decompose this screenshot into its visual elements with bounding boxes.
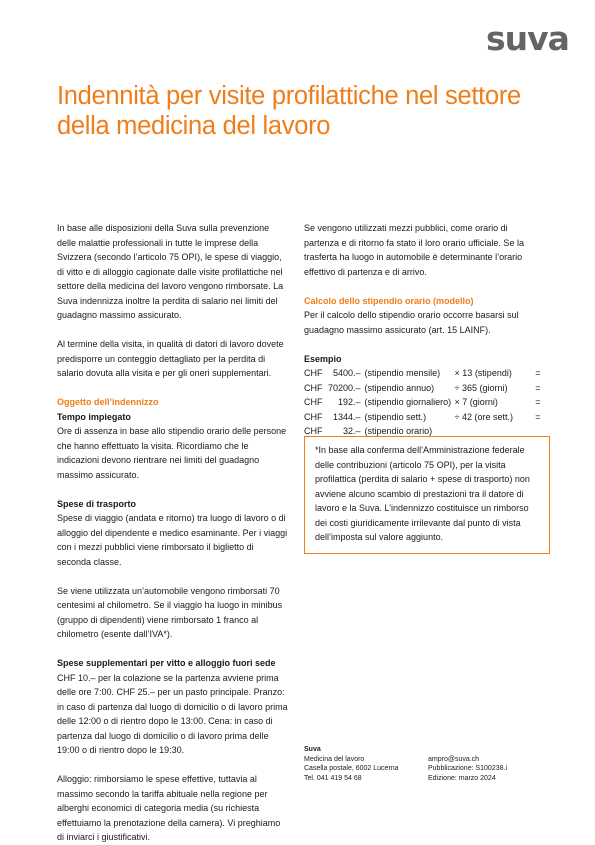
intro-paragraph: In base alle disposizioni della Suva sulla prevenzione delle malattie professionali in tutte le imprese della Svizzera (secondo l’articolo 75 OPI), le spese di viaggio, di vitto e di alloggio cagionate dalle visite profilattiche nel settore della medicina del lavoro vengono rimborsate. La Suva indennizza inoltre la perdita di salario nei limiti del guadagno massimo assicurato.	[57, 223, 284, 320]
example-table	[304, 366, 541, 439]
footer-publication	[428, 745, 548, 783]
table-row	[304, 395, 541, 410]
currency-cell: CHF	[304, 368, 323, 378]
label-cell: (stipendio giornaliero)	[364, 397, 452, 407]
equals-cell: =	[535, 368, 541, 378]
operation-cell: × 13 (stipendi)	[454, 368, 512, 378]
equals-cell: =	[535, 382, 541, 393]
lodging-text: Alloggio: rimborsiamo le spese effettive, tuttavia al massimo secondo la tariffa abituale nella regione per alberghi economici di categoria media (su richiesta effettuiamo la prenotazione della camera). Vi preghiamo di inviarci i giustificativi.	[57, 774, 281, 842]
currency-cell: CHF	[304, 411, 323, 422]
table-row	[304, 381, 541, 396]
vat-note-box	[304, 436, 550, 554]
table-row	[304, 366, 541, 381]
footer-publication-code: Pubblicazione: S100238.i	[428, 765, 508, 772]
time-text: Ore di assenza in base allo stipendio orario delle persone che hanno effettuato la visita. Ricordiamo che le indicazioni devono rientrare nei limiti del guadagno massimo assicurato.	[57, 426, 287, 480]
intro-paragraph-2: Al termine della visita, in qualità di datori di lavoro dovete predisporre un conteggio dettagliato per la perdita di salario dovuta alla visita e per gli oneri supplementari.	[57, 339, 284, 378]
vat-note-text: *In base alla conferma dell’Amministrazione federale delle contribuzioni (articolo 75 OPI), per la visita profilattica (perdita di salario + spese di trasporto) non avviene alcuno scambio di prestazioni tra il datore di lavoro e la Suva. L’indennizzo costituisce un rimborso dei costi giuridicamente irrilevante dal punto di vista dell’imposta sul valore aggiunto.	[315, 445, 530, 542]
amount-cell: 192.–	[338, 397, 361, 407]
time-heading: Tempo impiegato	[57, 411, 131, 422]
operation-cell: ÷ 365 (giorni)	[454, 382, 508, 393]
footer-contact	[304, 745, 424, 783]
transport-text: Spese di viaggio (andata e ritorno) tra luogo di lavoro o di alloggio del dipendente e medico esaminante. Per i viaggi con i mezzi pubblici viene rimborsato il biglietto di seconda classe.	[57, 513, 288, 567]
extra-text: CHF 10.– per la colazione se la partenza avviene prima delle ore 7:00. CHF 25.– per un pasto principale. Pranzo: in caso di partenza dal luogo di domicilio o di lavoro prima delle 12:00 o di rientro dopo le 13:00. Cena: in caso di partenza dal luogo di domicilio o di lavoro prima delle 19:00 o di rientro dopo le 19:30.	[57, 672, 288, 755]
equals-cell: =	[535, 397, 541, 407]
label-cell: (stipendio orario)	[364, 426, 433, 436]
footer-email[interactable]: ampro@suva.ch	[428, 755, 480, 763]
amount-cell: 32.–	[343, 426, 361, 436]
currency-cell: CHF	[304, 382, 323, 393]
transport-heading: Spese di trasporto	[57, 498, 137, 509]
label-cell: (stipendio sett.)	[364, 411, 427, 422]
currency-cell: CHF	[304, 397, 323, 407]
label-cell: (stipendio mensile)	[364, 368, 441, 378]
calc-heading: Calcolo dello stipendio orario (modello)	[304, 295, 474, 306]
calc-text: Per il calcolo dello stipendio orario occorre basarsi sul guadagno massimo assicurato (art. 15 LAINF).	[304, 310, 519, 335]
extra-heading: Spese supplementari per vitto e alloggio fuori sede	[57, 658, 276, 668]
equals-cell: =	[535, 411, 541, 422]
section-heading: Oggetto dell’indennizzo	[57, 397, 159, 407]
footer-edition: Edizione: marzo 2024	[428, 774, 496, 782]
suva-logo: suva	[486, 19, 569, 58]
right-column	[304, 221, 544, 439]
table-row	[304, 410, 541, 425]
amount-cell: 70200.–	[328, 382, 361, 393]
footer-org: Suva	[304, 746, 321, 753]
public-transport-text: Se vengono utilizzati mezzi pubblici, come orario di partenza e di ritorno fa stato il loro orario ufficiale. Se la trasferta ha luogo in automobile è determinante l’orario effettivo di partenza e di arrivo.	[304, 223, 524, 277]
footer-phone: Tel. 041 419 54 68	[304, 774, 362, 782]
operation-cell: ÷ 42 (ore sett.)	[454, 411, 514, 422]
currency-cell: CHF	[304, 426, 323, 436]
operation-cell: × 7 (giorni)	[454, 397, 498, 407]
amount-cell: 5400.–	[333, 368, 361, 378]
label-cell: (stipendio annuo)	[364, 382, 435, 393]
page-title: Indennità per visite profilattiche nel settore della medicina del lavoro	[57, 82, 521, 140]
footer-address: Casella postale, 6002 Lucerna	[304, 765, 399, 772]
footer-dept: Medicina del lavoro	[304, 755, 365, 763]
amount-cell: 1344.–	[333, 411, 361, 422]
example-heading: Esempio	[304, 353, 342, 364]
car-text: Se viene utilizzata un’automobile vengono rimborsati 70 centesimi al chilometro. Se il viaggio ha luogo in minibus (gruppo di dipendenti) viene rimborsato 1 franco al chilometro (esente dall’IVA*).	[57, 585, 283, 639]
left-column	[57, 221, 289, 845]
